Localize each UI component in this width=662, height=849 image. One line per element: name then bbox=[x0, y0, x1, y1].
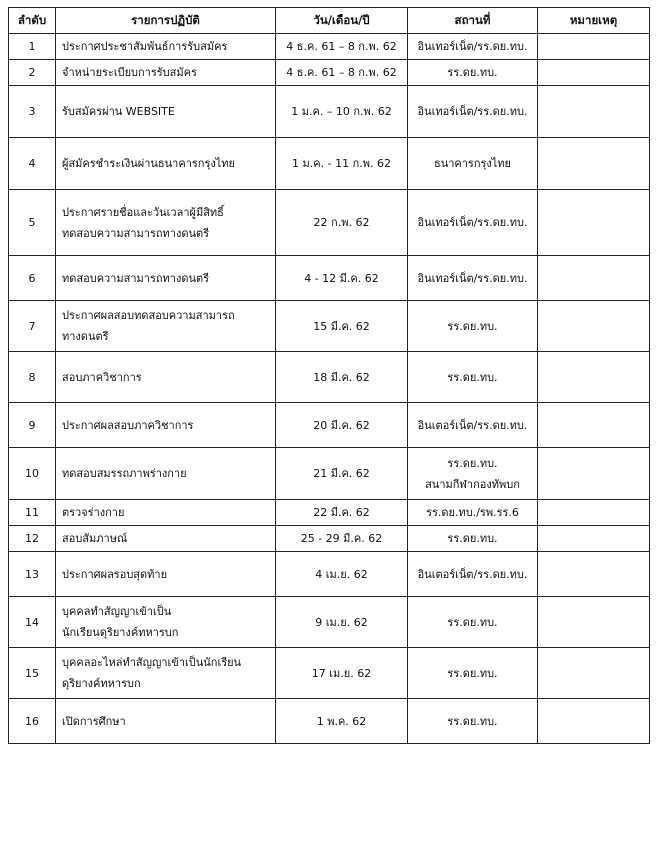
task-line: ทดสอบสมรรถภาพร่างกาย bbox=[62, 467, 187, 480]
row-place bbox=[408, 256, 538, 301]
task-line: ประกาศผลรอบสุดท้าย bbox=[62, 567, 168, 581]
place-line: สนามกีฬากองทัพบก bbox=[425, 477, 520, 491]
task-line: บุคคลอะไหล่ทำสัญญาเข้าเป็นนักเรียน bbox=[62, 656, 242, 669]
place-line: อินเตอร์เน็ต/รร.ดย.ทบ. bbox=[417, 418, 528, 432]
header-no: ลำดับ bbox=[9, 8, 56, 34]
place-line: รร.ดย.ทบ./รพ.รร.6 bbox=[426, 506, 519, 519]
row-date: 18 มี.ค. 62 bbox=[276, 352, 408, 403]
task-line: ประกาศผลสอบทดสอบความสามารถ bbox=[62, 309, 235, 322]
task-line: ทดสอบความสามารถทางดนตรี bbox=[62, 271, 210, 285]
header-note: หมายเหตุ bbox=[538, 8, 650, 34]
row-number: 5 bbox=[9, 190, 56, 256]
task-line: เปิดการศึกษา bbox=[62, 714, 126, 728]
row-note bbox=[538, 352, 650, 403]
row-date: 4 - 12 มี.ค. 62 bbox=[276, 256, 408, 301]
task-line: ดุริยางค์ทหารบก bbox=[62, 677, 141, 690]
task-line: รับสมัครผ่าน WEBSITE bbox=[62, 105, 175, 118]
row-task bbox=[56, 301, 276, 352]
row-note bbox=[538, 597, 650, 648]
row-note bbox=[538, 60, 650, 86]
row-task bbox=[56, 648, 276, 699]
task-line: ทดสอบความสามารถทางดนตรี bbox=[62, 226, 210, 240]
row-place bbox=[408, 699, 538, 744]
place-line: รร.ดย.ทบ. bbox=[447, 456, 498, 470]
row-date: 9 เม.ย. 62 bbox=[276, 597, 408, 648]
row-place bbox=[408, 552, 538, 597]
row-task bbox=[56, 552, 276, 597]
schedule-table bbox=[8, 7, 650, 744]
row-place bbox=[408, 301, 538, 352]
row-number: 15 bbox=[9, 648, 56, 699]
task-line: ประกาศประชาสัมพันธ์การรับสมัคร bbox=[62, 40, 228, 53]
row-date: 20 มี.ค. 62 bbox=[276, 403, 408, 448]
place-line: อินเทอร์เน็ต/รร.ดย.ทบ. bbox=[417, 271, 528, 285]
row-date: 1 ม.ค. - 11 ก.พ. 62 bbox=[276, 138, 408, 190]
table-row bbox=[9, 403, 650, 448]
row-task bbox=[56, 699, 276, 744]
row-date: 1 ม.ค. – 10 ก.พ. 62 bbox=[276, 86, 408, 138]
row-task bbox=[56, 86, 276, 138]
row-place bbox=[408, 34, 538, 60]
table-row bbox=[9, 699, 650, 744]
table-row bbox=[9, 190, 650, 256]
row-number: 14 bbox=[9, 597, 56, 648]
row-place bbox=[408, 403, 538, 448]
row-note bbox=[538, 256, 650, 301]
task-line: ทางดนตรี bbox=[62, 330, 109, 343]
row-note bbox=[538, 552, 650, 597]
row-number: 13 bbox=[9, 552, 56, 597]
table-row bbox=[9, 60, 650, 86]
table-row bbox=[9, 552, 650, 597]
table-row bbox=[9, 34, 650, 60]
row-task bbox=[56, 526, 276, 552]
row-place bbox=[408, 448, 538, 500]
row-task bbox=[56, 352, 276, 403]
row-date: 4 ธ.ค. 61 – 8 ก.พ. 62 bbox=[276, 34, 408, 60]
row-number: 8 bbox=[9, 352, 56, 403]
task-line: ตรวจร่างกาย bbox=[62, 506, 125, 519]
row-note bbox=[538, 648, 650, 699]
place-line: อินเตอร์เน็ต/รร.ดย.ทบ. bbox=[417, 567, 528, 581]
place-line: อินเทอร์เน็ต/รร.ดย.ทบ. bbox=[417, 40, 528, 53]
place-line: รร.ดย.ทบ. bbox=[447, 666, 498, 680]
place-line: ธนาคารกรุงไทย bbox=[433, 157, 512, 170]
row-note bbox=[538, 403, 650, 448]
task-line: สอบสัมภาษณ์ bbox=[62, 532, 128, 545]
place-line: รร.ดย.ทบ. bbox=[447, 66, 498, 79]
row-number: 1 bbox=[9, 34, 56, 60]
header-task: รายการปฏิบัติ bbox=[56, 8, 276, 34]
row-task bbox=[56, 60, 276, 86]
row-place bbox=[408, 500, 538, 526]
header-date: วัน/เดือน/ปี bbox=[276, 8, 408, 34]
table-body bbox=[9, 34, 650, 744]
row-date: 17 เม.ย. 62 bbox=[276, 648, 408, 699]
row-number: 2 bbox=[9, 60, 56, 86]
row-task bbox=[56, 256, 276, 301]
row-note bbox=[538, 34, 650, 60]
row-note bbox=[538, 86, 650, 138]
row-number: 11 bbox=[9, 500, 56, 526]
table-row bbox=[9, 301, 650, 352]
row-place bbox=[408, 190, 538, 256]
table-row bbox=[9, 86, 650, 138]
task-line: จำหน่ายระเบียบการรับสมัคร bbox=[62, 66, 197, 79]
row-task bbox=[56, 190, 276, 256]
row-note bbox=[538, 138, 650, 190]
row-task bbox=[56, 34, 276, 60]
row-number: 3 bbox=[9, 86, 56, 138]
place-line: รร.ดย.ทบ. bbox=[447, 319, 498, 333]
row-number: 16 bbox=[9, 699, 56, 744]
place-line: อินเทอร์เน็ต/รร.ดย.ทบ. bbox=[417, 216, 528, 229]
place-line: รร.ดย.ทบ. bbox=[447, 714, 498, 728]
row-place bbox=[408, 86, 538, 138]
place-line: รร.ดย.ทบ. bbox=[447, 532, 498, 545]
table-row bbox=[9, 597, 650, 648]
table-row bbox=[9, 648, 650, 699]
row-note bbox=[538, 699, 650, 744]
row-place bbox=[408, 60, 538, 86]
table-row bbox=[9, 352, 650, 403]
place-line: รร.ดย.ทบ. bbox=[447, 615, 498, 629]
row-place bbox=[408, 352, 538, 403]
row-task bbox=[56, 138, 276, 190]
row-task bbox=[56, 500, 276, 526]
row-place bbox=[408, 138, 538, 190]
row-date: 22 ก.พ. 62 bbox=[276, 190, 408, 256]
table-row bbox=[9, 526, 650, 552]
row-date: 1 พ.ค. 62 bbox=[276, 699, 408, 744]
row-number: 7 bbox=[9, 301, 56, 352]
task-line: ผู้สมัครชำระเงินผ่านธนาคารกรุงไทย bbox=[62, 157, 235, 170]
row-task bbox=[56, 448, 276, 500]
row-place bbox=[408, 648, 538, 699]
schedule-table-container bbox=[8, 7, 650, 744]
row-number: 6 bbox=[9, 256, 56, 301]
row-note bbox=[538, 190, 650, 256]
header-place: สถานที่ bbox=[408, 8, 538, 34]
row-number: 10 bbox=[9, 448, 56, 500]
table-row bbox=[9, 448, 650, 500]
row-date: 15 มี.ค. 62 bbox=[276, 301, 408, 352]
row-note bbox=[538, 526, 650, 552]
table-row bbox=[9, 500, 650, 526]
place-line: รร.ดย.ทบ. bbox=[447, 370, 498, 384]
row-number: 4 bbox=[9, 138, 56, 190]
row-number: 9 bbox=[9, 403, 56, 448]
task-line: ประกาศรายชื่อและวันเวลาผู้มีสิทธิ์ bbox=[62, 205, 224, 219]
row-place bbox=[408, 597, 538, 648]
row-task bbox=[56, 403, 276, 448]
row-date: 4 ธ.ค. 61 – 8 ก.พ. 62 bbox=[276, 60, 408, 86]
row-number: 12 bbox=[9, 526, 56, 552]
row-date: 21 มี.ค. 62 bbox=[276, 448, 408, 500]
task-line: สอบภาควิชาการ bbox=[62, 370, 142, 384]
task-line: ประกาศผลสอบภาควิชาการ bbox=[62, 418, 194, 432]
task-line: นักเรียนดุริยางค์ทหารบก bbox=[62, 626, 179, 639]
row-task bbox=[56, 597, 276, 648]
task-line: บุคคลทำสัญญาเข้าเป็น bbox=[62, 605, 172, 618]
place-line: อินเทอร์เน็ต/รร.ดย.ทบ. bbox=[417, 105, 528, 118]
table-row bbox=[9, 256, 650, 301]
header-row bbox=[9, 8, 650, 34]
row-note bbox=[538, 301, 650, 352]
row-place bbox=[408, 526, 538, 552]
row-date: 22 มี.ค. 62 bbox=[276, 500, 408, 526]
row-note bbox=[538, 500, 650, 526]
table-row bbox=[9, 138, 650, 190]
row-note bbox=[538, 448, 650, 500]
row-date: 25 - 29 มี.ค. 62 bbox=[276, 526, 408, 552]
row-date: 4 เม.ย. 62 bbox=[276, 552, 408, 597]
